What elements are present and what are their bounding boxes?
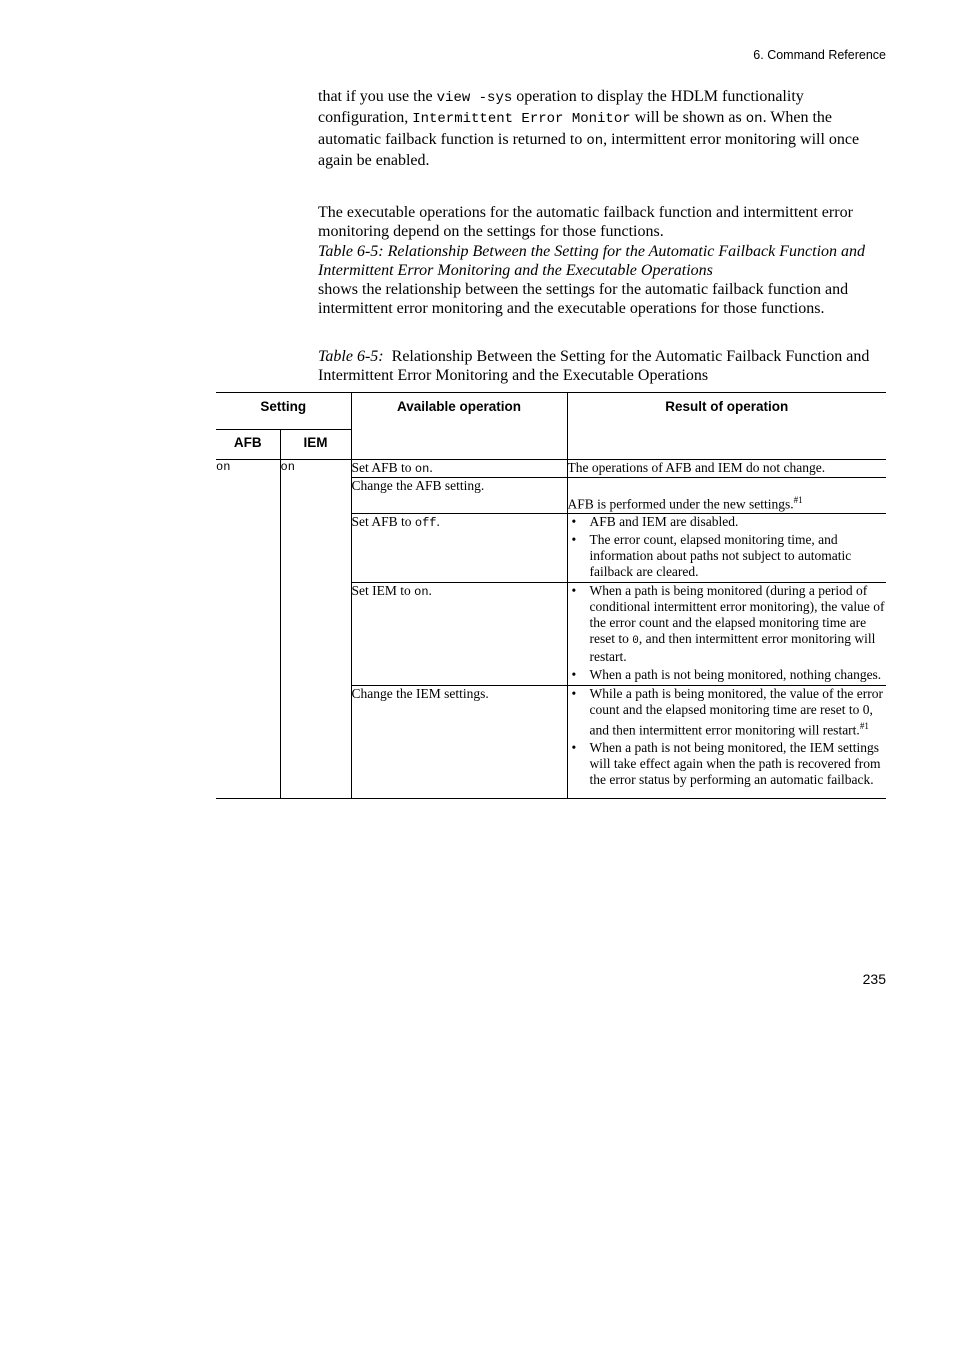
header-result-of-operation: Result of operation xyxy=(567,393,886,460)
paragraph-intermittent-monitor: that if you use the view -sys operation to display the HDLM functionality configuration, Intermittent Error Monitor will be shown as on. When the automatic failback function is returned to on, intermittent error monitoring will once again be enabled. xyxy=(318,88,860,169)
header-available-operation: Available operation xyxy=(351,393,567,460)
iem-value: on xyxy=(280,460,351,799)
list-item: • When a path is not being monitored, nothing changes. xyxy=(590,667,887,683)
table-caption: Table 6-5: Relationship Between the Setting for the Automatic Failback Function and Intermittent Error Monitoring and the Executable Operations xyxy=(318,348,870,385)
header-afb: AFB xyxy=(216,430,280,460)
result-set-afb-on: The operations of AFB and IEM do not change. xyxy=(567,460,886,478)
list-item: • When a path is being monitored (during a period of conditional intermittent error monitoring), the value of the error count and the elapsed monitoring time are reset to 0, and then intermittent error monitoring will restart. xyxy=(590,583,887,665)
list-item: • The error count, elapsed monitoring time, and information about paths not subject to automatic failback are cleared. xyxy=(590,532,887,580)
page-number: 235 xyxy=(862,971,886,987)
list-item: • While a path is being monitored, the value of the error count and the elapsed monitoring time are reset to 0, and then intermittent error monitoring will restart.$^{\#1}$ xyxy=(590,686,887,739)
result-change-afb: AFB is performed under the new settings.$^{\#1}$ xyxy=(567,478,886,514)
operation-set-afb-off: Set AFB to off. xyxy=(351,513,567,582)
operation-set-afb-on: Set AFB to on. xyxy=(351,460,567,478)
result-set-iem-on xyxy=(567,582,886,685)
table-reference-link[interactable]: Table 6-5: Relationship Between the Setting for the Automatic Failback Function and Intermittent Error Monitoring and the Executable Operations xyxy=(318,242,866,279)
header-iem: IEM xyxy=(280,430,351,460)
result-change-iem xyxy=(567,685,886,799)
list-item: • When a path is not being monitored, the IEM settings will take effect again when the path is recovered from the error status by performing an automatic failback. xyxy=(590,740,887,788)
header-setting: Setting xyxy=(216,393,351,430)
result-set-afb-off xyxy=(567,513,886,582)
paragraph-executable-operations: The executable operations for the automatic failback function and intermittent error monitoring depend on the settings for those functions. Table 6-5: Relationship Between the Setting for the Automatic Failback Function and Intermittent Error Monitoring and the Executable Operations shows the relationship between the settings for the automatic failback function and intermittent error monitoring and the executable operations for those functions. xyxy=(318,204,866,318)
operations-table xyxy=(216,392,886,799)
list-item: • AFB and IEM are disabled. xyxy=(590,514,887,530)
running-header: 6. Command Reference xyxy=(753,48,886,62)
operation-change-iem: Change the IEM settings. xyxy=(351,685,567,799)
operation-set-iem-on: Set IEM to on. xyxy=(351,582,567,685)
afb-value: on xyxy=(216,460,280,799)
operation-change-afb: Change the AFB setting. xyxy=(351,478,567,514)
